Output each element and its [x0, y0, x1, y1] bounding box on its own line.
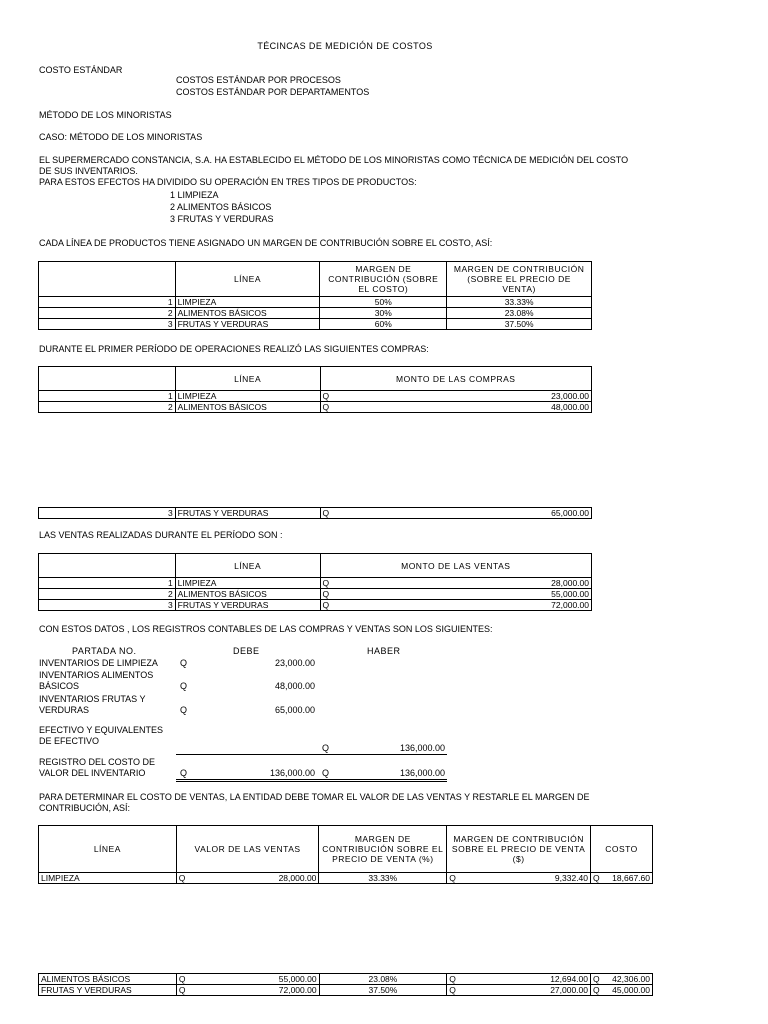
table-header-linea: LÍNEA	[39, 826, 177, 873]
journal-account: BÁSICOS	[39, 681, 80, 691]
currency-symbol: Q	[322, 508, 330, 518]
journal-debe-amount: 23,000.00	[274, 658, 315, 668]
currency-symbol: Q	[180, 681, 188, 691]
row-monto: 48,000.00	[551, 402, 589, 412]
journal-haber-amount: 136,000.00	[399, 743, 445, 753]
currency-symbol: Q	[322, 600, 330, 610]
journal-debe-amount: 48,000.00	[274, 681, 315, 691]
row-linea: FRUTAS Y VERDURAS	[175, 508, 320, 519]
journal-total-debe: 136,000.00	[269, 768, 315, 778]
row-costo: 45,000.00	[612, 985, 650, 995]
row-number: 2	[39, 589, 176, 600]
journal-account: INVENTARIOS FRUTAS Y	[39, 694, 146, 704]
row-number: 1	[39, 391, 176, 402]
table-row	[39, 297, 592, 308]
table-row	[39, 589, 592, 600]
table-header-linea: LÍNEA	[175, 262, 320, 297]
currency-symbol: Q	[178, 974, 186, 984]
table-header-margen-monto: MARGEN DE CONTRIBUCIÓN SOBRE EL PRECIO DE VENTA ($)	[447, 826, 591, 873]
journal-account: VALOR DEL INVENTARIO	[39, 768, 146, 778]
row-margen: 9,332.40	[554, 873, 589, 883]
ventas-table	[38, 553, 592, 611]
row-pct: 23.08%	[319, 974, 447, 985]
journal-account: EFECTIVO Y EQUIVALENTES	[39, 725, 164, 735]
currency-symbol: Q	[180, 768, 188, 778]
intro-text: PARA ESTOS EFECTOS HA DIVIDIDO SU OPERACIÓN EN TRES TIPOS DE PRODUCTOS:	[39, 177, 417, 187]
table-header-blank	[39, 367, 176, 391]
row-linea: LIMPIEZA	[175, 391, 320, 402]
journal-partida-label: PARTADA NO.	[72, 646, 137, 656]
table-header-monto-compras: MONTO DE LAS COMPRAS	[320, 367, 591, 391]
currency-symbol: Q	[449, 985, 456, 995]
row-linea: ALIMENTOS BÁSICOS	[175, 402, 320, 413]
margin-table	[38, 261, 592, 330]
row-valor: 28,000.00	[278, 873, 317, 883]
section-heading-costo-estandar: COSTO ESTÁNDAR	[39, 65, 123, 75]
product-type-item: 2 ALIMENTOS BÁSICOS	[170, 202, 272, 212]
row-valor: 55,000.00	[278, 974, 317, 984]
journal-divider	[176, 754, 447, 755]
currency-symbol: Q	[180, 705, 188, 715]
table-row	[39, 391, 592, 402]
row-linea: FRUTAS Y VERDURAS	[175, 319, 320, 330]
row-linea: ALIMENTOS BÁSICOS	[175, 308, 320, 319]
row-linea: LIMPIEZA	[175, 578, 320, 589]
table-header-blank	[39, 554, 176, 578]
row-pct: 33.33%	[319, 873, 447, 884]
product-type-item: 1 LIMPIEZA	[170, 190, 219, 200]
journal-account: INVENTARIOS DE LIMPIEZA	[39, 658, 158, 668]
table-header-linea: LÍNEA	[175, 367, 320, 391]
table-header-margen-costo: MARGEN DE CONTRIBUCIÓN (SOBRE EL COSTO)	[320, 262, 447, 297]
journal-account: DE EFECTIVO	[39, 736, 100, 746]
table-header-margen-pct: MARGEN DE CONTRIBUCIÓN SOBRE EL PRECIO DE VENTA (%)	[319, 826, 447, 873]
row-margen-costo: 30%	[320, 308, 447, 319]
currency-symbol: Q	[178, 873, 186, 883]
row-number: 1	[39, 297, 176, 308]
journal-haber-label: HABER	[367, 646, 401, 656]
row-monto: 72,000.00	[551, 600, 589, 610]
row-monto: 28,000.00	[551, 578, 589, 588]
currency-symbol: Q	[593, 985, 600, 995]
journal-debe-label: DEBE	[233, 646, 260, 656]
row-valor: 72,000.00	[278, 985, 317, 995]
table-row	[39, 508, 592, 519]
row-linea: LIMPIEZA	[175, 297, 320, 308]
journal-account: INVENTARIOS ALIMENTOS	[39, 670, 154, 680]
row-margen: 27,000.00	[550, 985, 589, 995]
section-heading-caso: CASO: MÉTODO DE LOS MINORISTAS	[39, 132, 203, 142]
compras-intro: DURANTE EL PRIMER PERÍODO DE OPERACIONES REALIZÓ LAS SIGUIENTES COMPRAS:	[39, 344, 429, 354]
row-number: 2	[39, 308, 176, 319]
row-costo: 18,667.60	[612, 873, 650, 883]
row-pct: 37.50%	[319, 985, 447, 996]
journal-total-underline	[176, 779, 447, 780]
currency-symbol: Q	[449, 974, 456, 984]
currency-symbol: Q	[593, 974, 600, 984]
row-monto: 55,000.00	[551, 589, 589, 599]
row-margen-venta: 37.50%	[447, 319, 592, 330]
table-header-costo: COSTO	[591, 826, 653, 873]
table-row	[39, 600, 592, 611]
table-row	[39, 985, 653, 996]
currency-symbol: Q	[322, 391, 330, 401]
costo-ventas-intro: PARA DETERMINAR EL COSTO DE VENTAS, LA ENTIDAD DEBE TOMAR EL VALOR DE LAS VENTAS Y RESTARLE EL MARGEN DE	[39, 792, 590, 802]
journal-total-underline	[176, 781, 447, 782]
table-header-monto-ventas: MONTO DE LAS VENTAS	[320, 554, 591, 578]
journal-debe-amount: 65,000.00	[274, 705, 315, 715]
row-margen-costo: 60%	[320, 319, 447, 330]
row-number: 3	[39, 600, 176, 611]
journal-account: REGISTRO DEL COSTO DE	[39, 757, 156, 767]
row-monto: 23,000.00	[551, 391, 589, 401]
table-row	[39, 319, 592, 330]
page-title: TÉCINCAS DE MEDICIÓN DE COSTOS	[257, 41, 433, 51]
costo-ventas-table-continued	[38, 973, 653, 996]
compras-table-continued	[38, 507, 592, 519]
table-row	[39, 873, 653, 884]
product-type-item: 3 FRUTAS Y VERDURAS	[170, 214, 274, 224]
intro-text: DE SUS INVENTARIOS.	[39, 166, 138, 176]
row-margen-venta: 23.08%	[447, 308, 592, 319]
table-row	[39, 974, 653, 985]
row-margen-costo: 50%	[320, 297, 447, 308]
ventas-intro: LAS VENTAS REALIZADAS DURANTE EL PERÍODO SON :	[39, 530, 283, 540]
compras-table	[38, 366, 592, 413]
row-margen: 12,694.00	[550, 974, 589, 984]
table-header-margen-venta: MARGEN DE CONTRIBUCIÓN (SOBRE EL PRECIO DE VENTA)	[447, 262, 592, 297]
row-linea: LIMPIEZA	[39, 873, 177, 884]
table-row	[39, 402, 592, 413]
table-row	[39, 308, 592, 319]
currency-symbol: Q	[322, 589, 330, 599]
row-linea: FRUTAS Y VERDURAS	[39, 985, 177, 996]
currency-symbol: Q	[322, 578, 330, 588]
journal-total-haber: 136,000.00	[399, 768, 445, 778]
intro-text: EL SUPERMERCADO CONSTANCIA, S.A. HA ESTABLECIDO EL MÉTODO DE LOS MINORISTAS COMO TÉCNICA DE MEDICIÓN DEL COSTO	[39, 155, 629, 165]
row-linea: ALIMENTOS BÁSICOS	[39, 974, 177, 985]
journal-account: VERDURAS	[39, 705, 90, 715]
currency-symbol: Q	[593, 873, 600, 883]
currency-symbol: Q	[322, 743, 330, 753]
costo-estandar-item: COSTOS ESTÁNDAR POR DEPARTAMENTOS	[176, 87, 370, 97]
currency-symbol: Q	[322, 768, 330, 778]
table-row	[39, 578, 592, 589]
table-header-valor-ventas: VALOR DE LAS VENTAS	[176, 826, 319, 873]
table-header-linea: LÍNEA	[175, 554, 320, 578]
row-linea: FRUTAS Y VERDURAS	[175, 600, 320, 611]
currency-symbol: Q	[180, 658, 188, 668]
costo-estandar-item: COSTOS ESTÁNDAR POR PROCESOS	[176, 75, 341, 85]
row-monto: 65,000.00	[551, 508, 589, 518]
currency-symbol: Q	[322, 402, 330, 412]
row-number: 3	[39, 508, 176, 519]
section-heading-metodo: MÉTODO DE LOS MINORISTAS	[39, 110, 172, 120]
row-margen-venta: 33.33%	[447, 297, 592, 308]
currency-symbol: Q	[178, 985, 186, 995]
registros-intro: CON ESTOS DATOS , LOS REGISTROS CONTABLES DE LAS COMPRAS Y VENTAS SON LOS SIGUIENTES:	[39, 624, 493, 634]
row-number: 2	[39, 402, 176, 413]
row-costo: 42,306.00	[612, 974, 650, 984]
row-linea: ALIMENTOS BÁSICOS	[175, 589, 320, 600]
costo-ventas-table	[38, 825, 653, 884]
row-number: 1	[39, 578, 176, 589]
currency-symbol: Q	[449, 873, 456, 883]
table-header-blank	[39, 262, 176, 297]
costo-ventas-intro: CONTRIBUCIÓN, ASÍ:	[39, 803, 131, 813]
row-number: 3	[39, 319, 176, 330]
margin-intro: CADA LÍNEA DE PRODUCTOS TIENE ASIGNADO UN MARGEN DE CONTRIBUCIÓN SOBRE EL COSTO, ASÍ:	[39, 238, 493, 248]
